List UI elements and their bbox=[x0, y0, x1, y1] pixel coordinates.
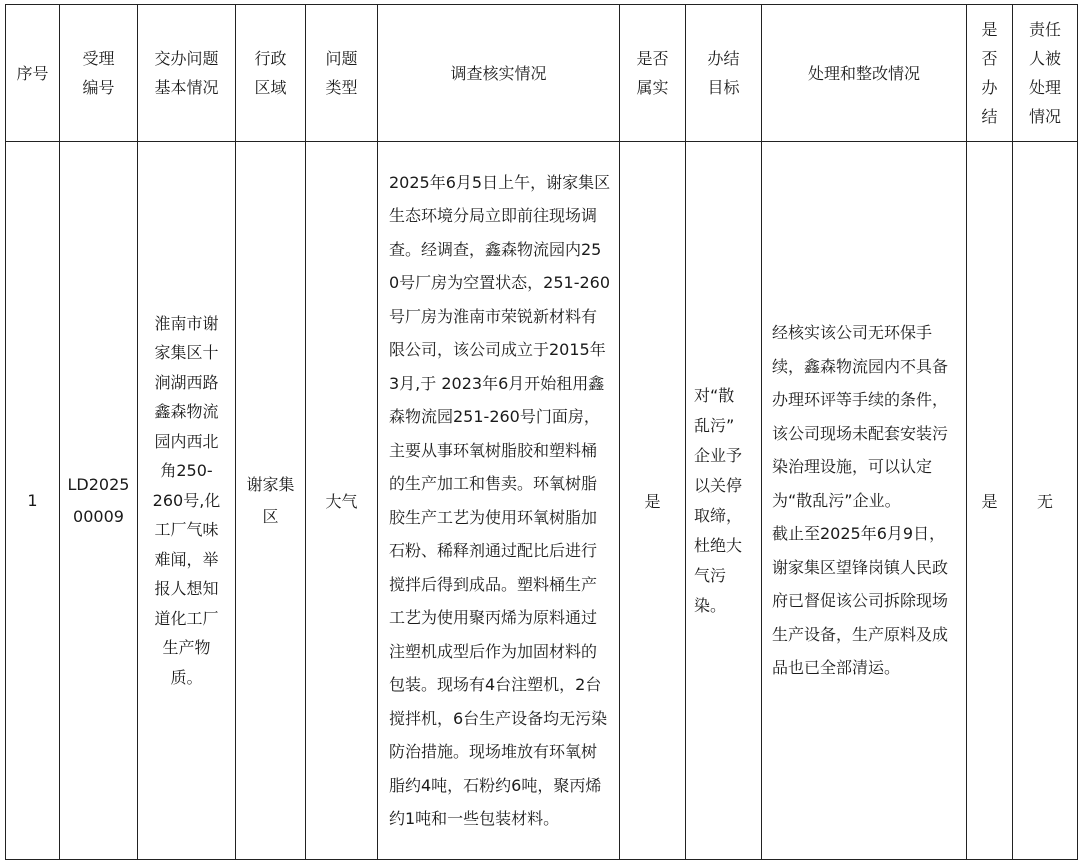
cell-basic-info: 淮南市谢 家集区十 涧湖西路 鑫森物流 园内西北 角250- 260号,化 工厂气味 难闻，举 报人想知 道化工厂 生产物 质。 bbox=[138, 142, 236, 860]
header-investigation: 调查核实情况 bbox=[378, 5, 620, 142]
header-region: 行政 区域 bbox=[236, 5, 306, 142]
cell-closed: 是 bbox=[967, 142, 1013, 860]
cell-investigation: 2025年6月5日上午，谢家集区生态环境分局立即前往现场调查。经调查，鑫森物流园内250号厂房为空置状态，251-260号厂房为淮南市荣锐新材料有限公司，该公司成立于2015年3月,于 2023年6月开始租用鑫森物流园251-260号门面房，主要从事环氧树脂胶和塑料桶的生产加工和售卖。环氧树脂胶生产工艺为使用环氧树脂加石粉、稀释剂通过配比后进行搅拌后得到成品。塑料桶生产工艺为使用聚丙烯为原料通过注塑机成型后作为加固材料的包装。现场有4台注塑机，2台搅拌机，6台生产设备均无污染防治措施。现场堆放有环氧树脂约4吨，石粉约6吨，聚丙烯约1吨和一些包装材料。 bbox=[378, 142, 620, 860]
header-accept-no: 受理 编号 bbox=[60, 5, 138, 142]
cell-seq: 1 bbox=[6, 142, 60, 860]
header-closed: 是 否 办 结 bbox=[967, 5, 1013, 142]
cell-goal: 对“散 乱污” 企业予 以关停 取缔， 杜绝大 气污 染。 bbox=[686, 142, 762, 860]
header-basic-info: 交办问题 基本情况 bbox=[138, 5, 236, 142]
cell-region: 谢家集 区 bbox=[236, 142, 306, 860]
header-responsible: 责任 人被 处理 情况 bbox=[1013, 5, 1078, 142]
header-is-true: 是否 属实 bbox=[620, 5, 686, 142]
cell-problem-type: 大气 bbox=[306, 142, 378, 860]
cell-accept-no: LD2025 00009 bbox=[60, 142, 138, 860]
cell-handling: 经核实该公司无环保手续，鑫森物流园内不具备办理环评等手续的条件，该公司现场未配套安装污染治理设施，可以认定为“散乱污”企业。 截止至2025年6月9日，谢家集区望锋岗镇人民政府已督促该公司拆除现场生产设备，生产原料及成品也已全部清运。 bbox=[762, 142, 967, 860]
header-problem-type: 问题 类型 bbox=[306, 5, 378, 142]
header-seq: 序号 bbox=[6, 5, 60, 142]
cell-responsible: 无 bbox=[1013, 142, 1078, 860]
header-goal: 办结 目标 bbox=[686, 5, 762, 142]
table-row bbox=[6, 142, 1078, 860]
header-handling: 处理和整改情况 bbox=[762, 5, 967, 142]
header-row bbox=[6, 5, 1078, 142]
cell-is-true: 是 bbox=[620, 142, 686, 860]
complaint-table bbox=[5, 4, 1078, 860]
